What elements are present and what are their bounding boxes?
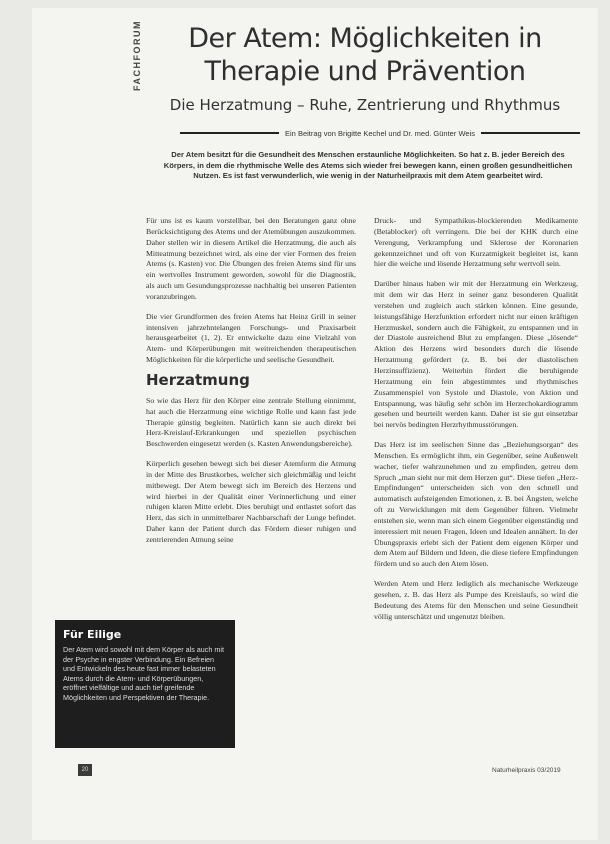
byline-rule-left <box>180 132 279 134</box>
byline <box>180 126 580 140</box>
paragraph: Das Herz ist im seelischen Sinne das „Beziehungsorgan“ des Menschen. Es ermöglicht ihm, ein Gegenüber, seine Außenwelt wacher, tiefer wahrzunehmen und zu empfinden, getreu dem Spruch „man sieht nur mit dem Herzen gut“. Diese tiefen „Herz-Empfindungen“ unterscheiden sich von den schnell und automatisch aufsteigenden Emotionen, z. B. bei Ängsten, welche oft zu Verwicklungen mit dem Gegenüber führen. Vielmehr entstehen sie, wenn man sich einem Gegenüber eigenständig und interessiert mit neuen Fragen, Ideen und Idealen annähert. In der Übungspraxis erlebt sich der Patient dem eigenen Körper und dem Atem auf Bildern und Ideen, die diese tiefere Empfindungen fördern und so auch den Atem lösen. <box>374 440 578 569</box>
paragraph: Werden Atem und Herz lediglich als mechanische Werkzeuge gesehen, z. B. das Herz als Pumpe des Kreislaufs, so wird die Bedeutung des Atems für den Menschen und seine Gesundheit völlig unterschätzt und ungenutzt bleiben. <box>374 579 578 621</box>
article-subtitle: Die Herzatmung – Ruhe, Zentrierung und Rhythmus <box>169 96 561 114</box>
fuer-eilige-box <box>55 620 235 748</box>
journal-footer: Naturheilpraxis 03/2019 <box>492 767 561 774</box>
paragraph: Für uns ist es kaum vorstellbar, bei den Beratungen ganz ohne Berücksichtigung des Atems und der Atemübungen auszukommen. Daher stellen wir in diesem Artikel die Herzatmung, die auch als Mitteatmung bezeichnet wird, als eine der vier Formen des freien Atems (s. Kasten) vor. Die Übungen des freien Atems sind für uns ein wertvolles Instrument geworden, sowohl für die Diagnostik, als auch um Gesundungsprozesse nachhaltig bei unseren Patienten voranzubringen. <box>146 216 356 301</box>
section-heading: Herzatmung <box>146 370 250 389</box>
paragraph: Die vier Grundformen des freien Atems hat Heinz Grill in seiner intensiven jahrzehntelangen Forschungs- und Praxisarbeit herausgearbeitet (1, 2). Er entwickelte dazu eine Vielzahl von Atem- und Körperübungen mit weitreichenden therapeutischen Möglichkeiten für die körperliche und seelische Gesundheit. <box>146 311 356 365</box>
byline-text: Ein Beitrag von Brigitte Kechel und Dr. med. Günter Weis <box>285 128 475 138</box>
page-number: 20 <box>78 764 92 776</box>
paragraph: So wie das Herz für den Körper eine zentrale Stellung einnimmt, hat auch die Herzatmung eine wichtige Rolle und kann fast jede Therapie günstig begleiten. Natürlich kann sie auch direkt bei Herz-Kreislauf-Erkrankungen und speziellen psychischen Beschwerden eingesetzt werden (s. Kasten Anwendungsbereiche). <box>146 395 356 449</box>
title-line-2: Therapie und Prävention <box>204 56 526 87</box>
paragraph: Druck- und Sympathikus-blockierenden Medikamente (Betablocker) oft verringern. Die bei der KHK durch eine Verengung, Verkrampfung und Sklerose der Koronarien gekennzeichnet und oft von Kurzatmigkeit begleitet ist, kann hier die weiche und lösende Herzatmung sehr wertvoll sein. <box>374 216 578 269</box>
paragraph: Darüber hinaus haben wir mit der Herzatmung ein Werkzeug, mit dem wir das Herz in seiner ganz besonderen Qualität verstehen und zugleich auch stärken können. Eine gesunde, leistungsfähige Herzfunktion erfordert nicht nur einen kräftigen Herzmuskel, sondern auch die Fähigkeit, zu entspannen und in der Diastole ausreichend Blut zu empfangen. Diese „lösende“ Aktion des Herzens wird besonders durch die lösende Herzatmung gefördert (z. B. bei der diastolischen Herzinsuffizienz). Weiterhin fördert die beruhigende Herzatmung ein fein abgestimmtes und rhythmisches Zusammenspiel von Systole und Diastole, von Aktion und Entspannung, was häufig sehr schön im Herzechokardiogramm gesehen und beurteilt werden kann. Daher ist sie gut einsetzbar bei nervös bedingten Herzrhythmusstörungen. <box>374 279 578 430</box>
box-title: Für Eilige <box>63 628 122 641</box>
section-label: FACHFORUM <box>132 20 142 91</box>
article-title <box>150 22 580 88</box>
paragraph: Körperlich gesehen bewegt sich bei dieser Atemform die Atmung in der Mitte des Brustkorbes, welcher sich gleichmäßig und leicht mitbewegt. Der Atem bewegt sich im Bereich des Herzens und wird hierbei in der Qualität einer Verinnerlichung und einer ruhigen klaren Mitte erlebt. Dies beruhigt und entlastet sofort das Herz, das sich in unmittelbarer Nachbarschaft der Lunge befindet. Daher kann der Patient durch das Fördern dieser ruhigen und zentrierenden Atmung seine <box>146 459 356 544</box>
left-column <box>146 216 356 555</box>
right-column <box>374 216 578 632</box>
lead-paragraph: Der Atem besitzt für die Gesundheit des Menschen erstaunliche Möglichkeiten. So hat z. B. jeder Bereich des Körpers, in dem die rhythmische Welle des Atems sich wieder frei bewegen kann, einen großen gesundheitlichen Nutzen. Es ist fast verwunderlich, wie wenig in der Naturheilpraxis mit dem Atem gearbeitet wird. <box>163 150 573 181</box>
box-text: Der Atem wird sowohl mit dem Körper als auch mit der Psyche in engster Verbindung. Ein Befreien und Entwickeln des heute fast immer belasteten Atems durch die Atem- und Körperübungen, eröffnet vielfältige und auch tief greifende Möglichkeiten und Perspektiven der Therapie. <box>63 645 224 702</box>
byline-rule-right <box>481 132 580 134</box>
title-line-1: Der Atem: Möglichkeiten in <box>188 23 542 54</box>
